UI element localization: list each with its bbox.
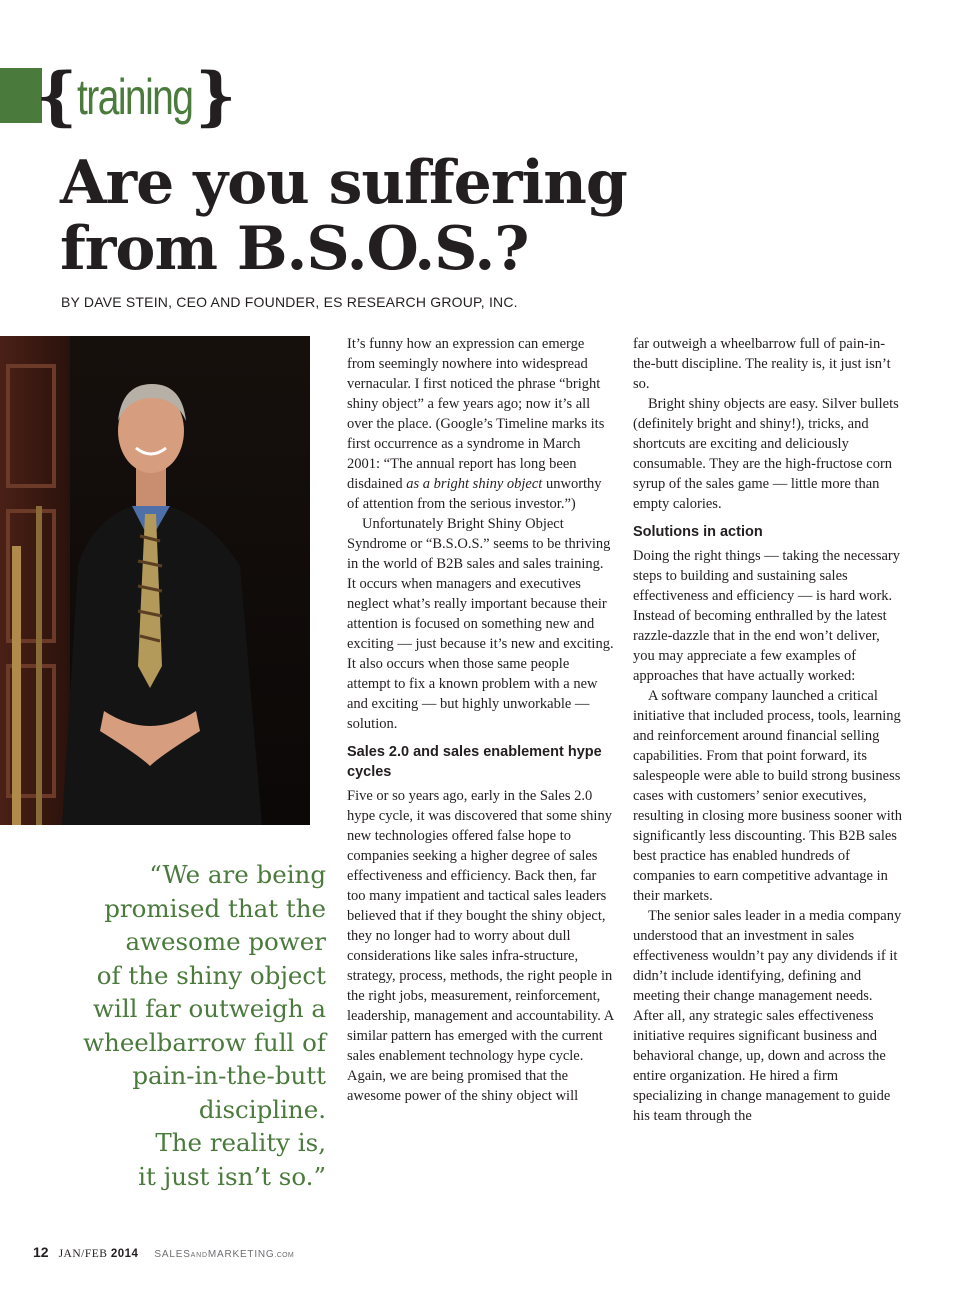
paragraph-text: It’s funny how an expression can emerge from seemingly nowhere into widespread vernacular. I first noticed the phrase “bright shiny object” a few years ago; now it’s all over the place. (Google’s Timeline marks its first occurrence as a syndrome in March 2001: “The annual report has long been disdained [347,336,605,492]
pull-quote-line: The reality is, [155,1128,326,1157]
paragraph-text: unworthy of attention from the serious investor.”) [347,476,602,512]
close-brace: } [195,59,237,134]
pull-quote-line: discipline. [198,1094,326,1124]
article-paragraph: Five or so years ago, early in the Sales 2.0 hype cycle, it was discovered that some shiny new technologies offered false hope to companies seeking a higher degree of sales effectiveness and efficiency. Back then, far too many impatient and tactical sales leaders believed that if they bought the shiny object, they no longer had to worry about dull considerations like sales infra-structure, strategy, process, methods, the right people in the right jobs, measurement, reinforcement, leadership, management and accountability. A similar pattern has emerged with the current sales enablement technology hype cycle. Again, we are being promised that the awesome power of the shiny object will [347,788,614,1104]
site-part: SALES [154,1249,191,1260]
section-tag [36,59,237,134]
article-paragraph: Unfortunately Bright Shiny Object Syndrome or “B.S.O.S.” seems to be thriving in the world of B2B sales and sales training. It occurs when managers and executives neglect what’s really important because their attention is focused on something new and exciting — just because it’s new and exciting. It also occurs when those same people attempt to fix a known problem with a new and exciting — but highly unworkable — solution. [347,516,614,732]
article-paragraph: far outweigh a wheelbarrow full of pain-in-the-butt discipline. The reality is, it just isn’t so. [633,336,891,392]
headline-line-1: Are you suffering [60,148,627,218]
pull-quote-line: “We are being [149,860,326,889]
subheading: Solutions in action [633,524,763,540]
page-number: 12 [33,1244,49,1260]
article-paragraph: A software company launched a critical initiative that included process, tools, learning and reinforcement around financial selling capabilities. From that point forward, its salespeople were able to build strong business cases with customers’ senior executives, resulting in closing more business sooner with significantly less discounting. This B2B sales best practice has enabled hundreds of companies to earn competitive advantage in their markets. [633,688,903,904]
headline-line-2: from B.S.O.S.? [60,214,529,284]
subheading: Sales 2.0 and sales enablement hype cycles [347,744,602,780]
pull-quote [40,858,326,1193]
section-label: training [77,69,193,125]
issue-year: 2014 [110,1248,139,1260]
issue-date [59,1248,139,1260]
article-column-1 [347,334,615,1106]
headline [60,150,680,282]
site-part: MARKETING [207,1249,275,1260]
pull-quote-line: of the shiny object [96,960,326,990]
site-part: AND [190,1252,208,1259]
article-column-2 [633,334,905,1126]
author-photo [0,336,310,825]
pull-quote-line: will far outweigh a [93,994,326,1023]
pull-quote-line: pain-in-the-butt [132,1061,326,1090]
issue-month: JAN/FEB [58,1248,108,1260]
article-paragraph: The senior sales leader in a media company understood that an investment in sales effectiveness wouldn’t pay any dividends if it didn’t include identifying, defining and meeting their change management needs. After all, any strategic sales effectiveness initiative requires significant business and behavioral change, up, down and across the entire organization. He hired a firm specializing in change management to guide his team through the [633,908,902,1124]
byline: BY DAVE STEIN, CEO AND FOUNDER, ES RESEARCH GROUP, INC. [61,294,518,310]
pull-quote-line: wheelbarrow full of [83,1027,326,1057]
article-paragraph: Bright shiny objects are easy. Silver bullets (definitely bright and shiny!), tricks, and shortcuts are exciting and deliciously consumable. They are the high-fructose corn syrup of the sales game — little more than empty calories. [633,396,899,512]
quoted-phrase: as a bright shiny object [406,476,543,492]
page-footer [33,1244,294,1260]
publication-site [154,1249,294,1260]
pull-quote-line: promised that the [104,893,326,923]
pull-quote-line: it just isn’t so.” [138,1161,326,1191]
article-paragraph: Doing the right things — taking the necessary steps to building and sustaining sales effectiveness and efficiency — is hard work. Instead of becoming enthralled by the latest razzle-dazzle that in the end won’t deliver, you may appreciate a few examples of approaches that have actually worked: [633,548,900,684]
pull-quote-line: awesome power [125,927,326,956]
article-paragraph [347,334,615,514]
site-tld: .COM [274,1252,294,1259]
open-brace: { [36,59,78,134]
